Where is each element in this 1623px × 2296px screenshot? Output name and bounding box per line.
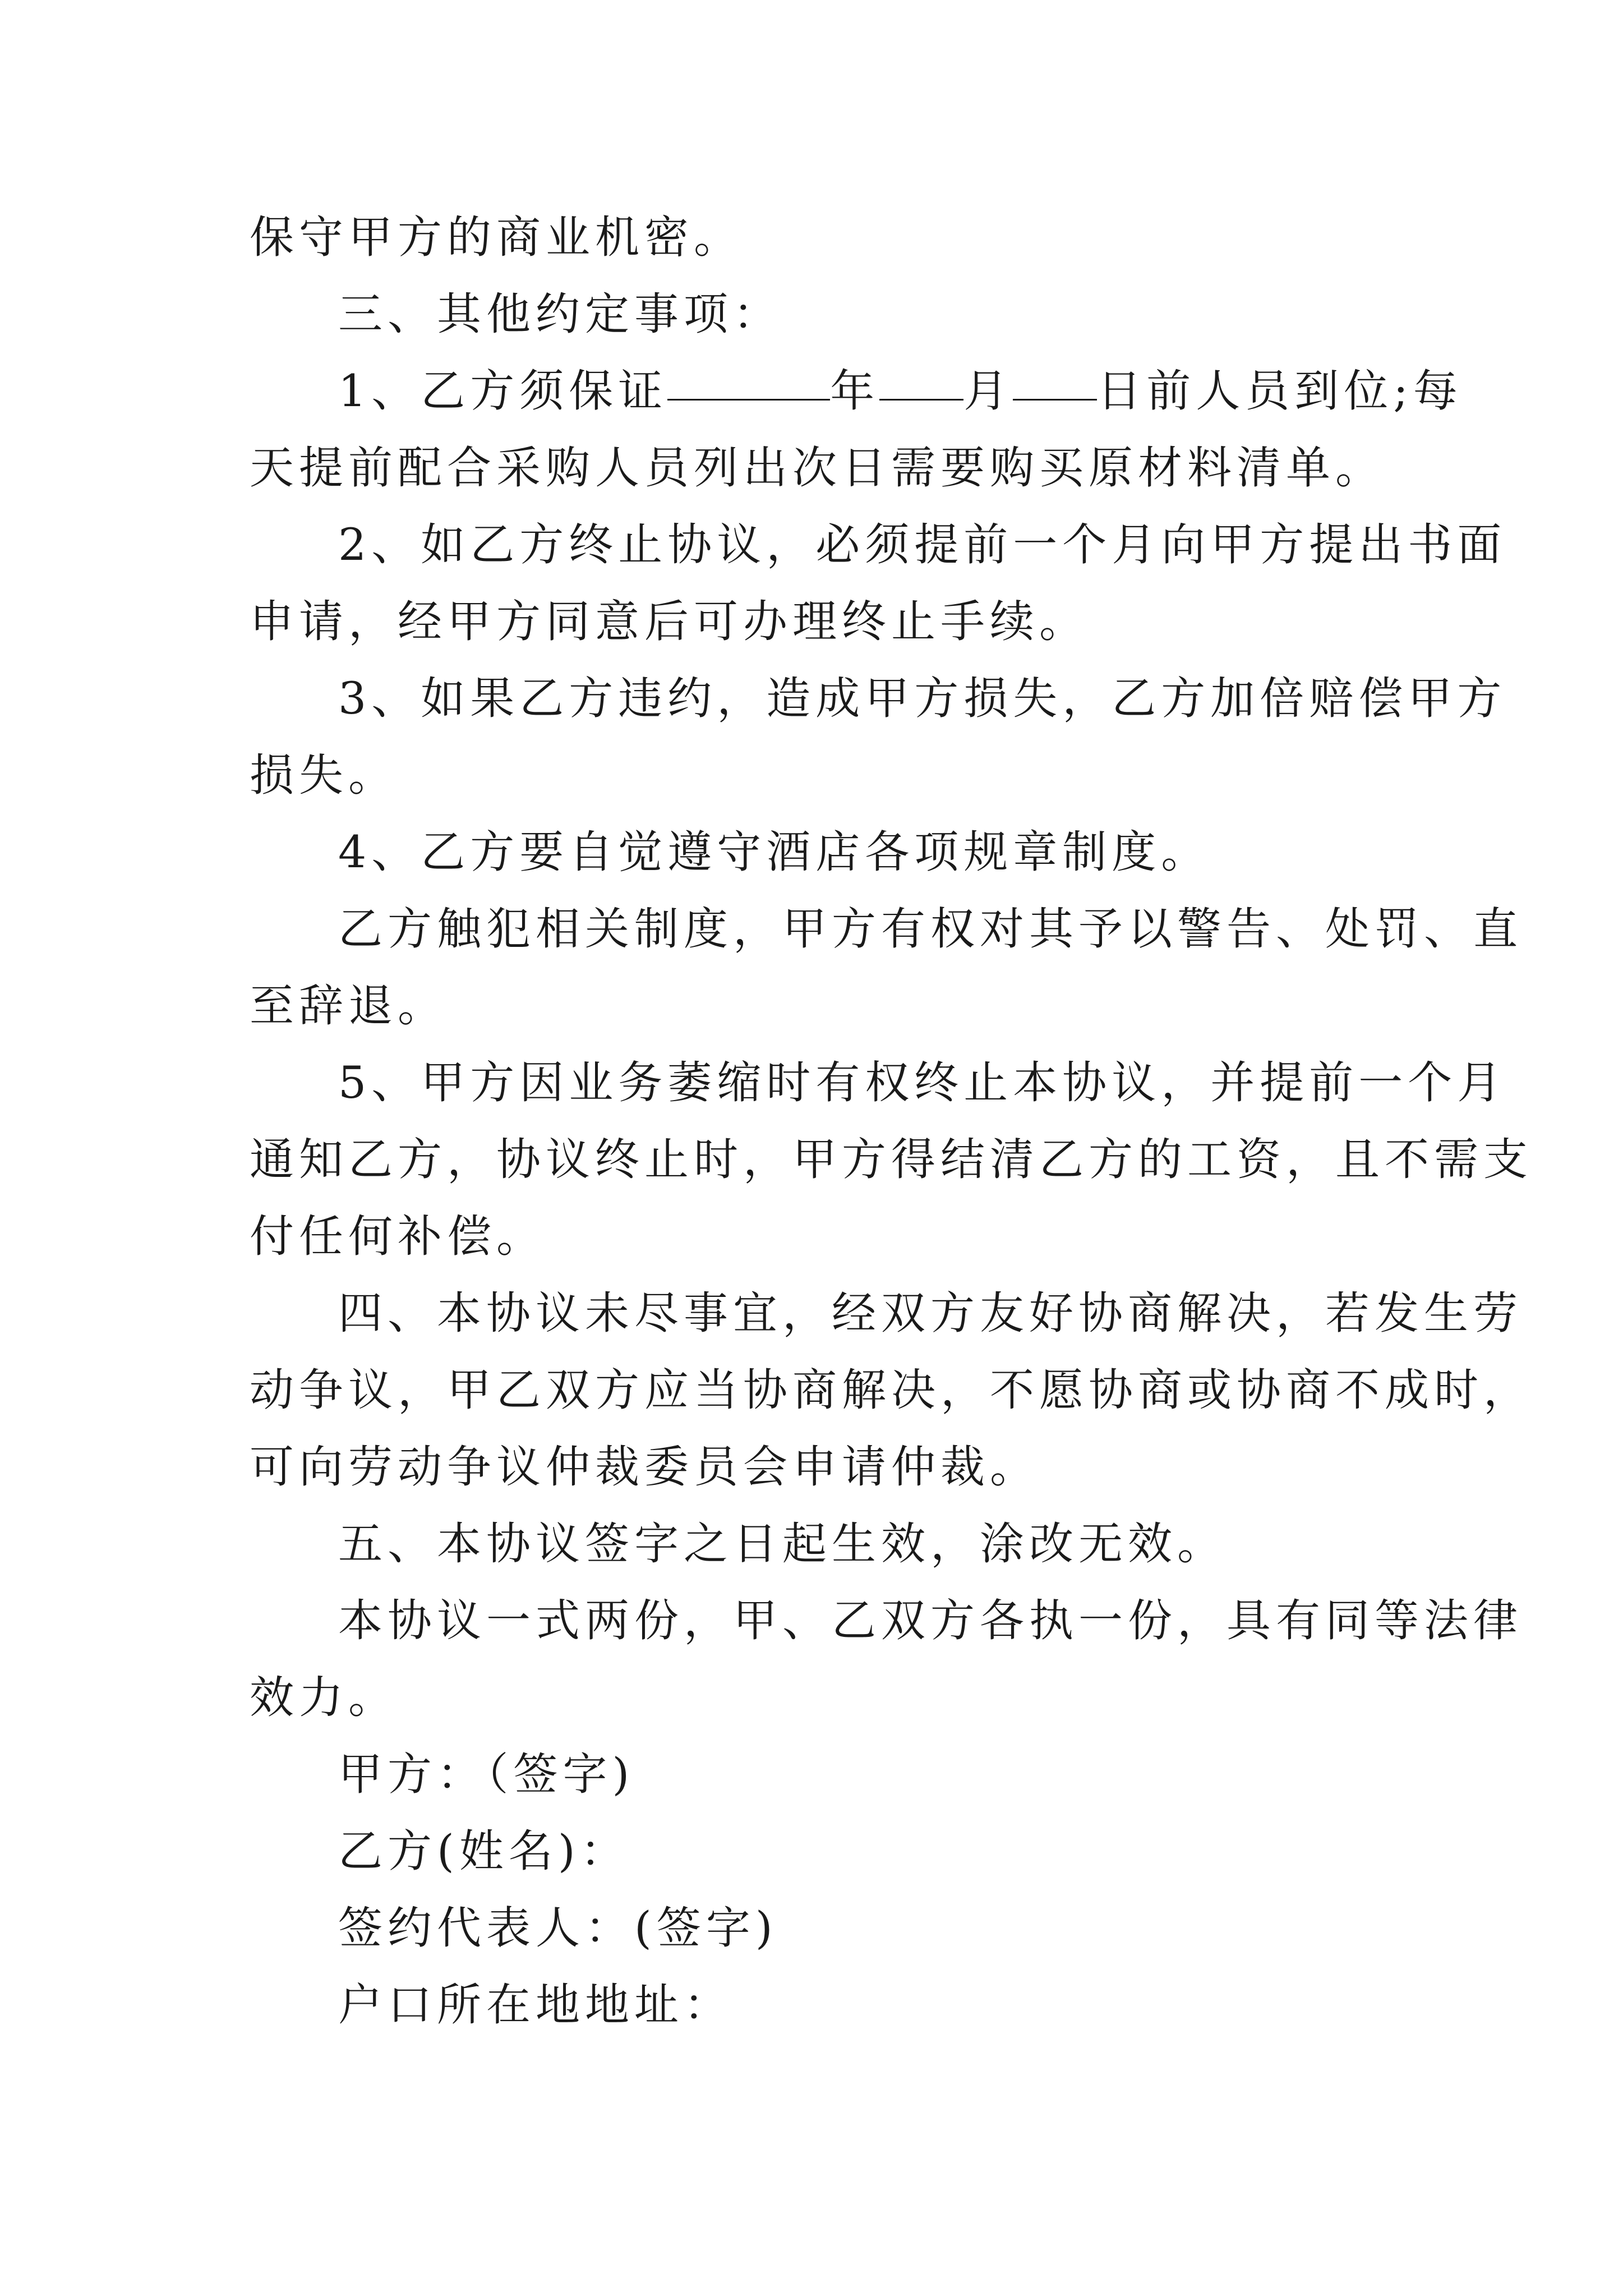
paragraph-line: 5、甲方因业务萎缩时有权终止本协议，并提前一个月: [338, 1057, 1507, 1108]
paragraph-line: 4、乙方要自觉遵守酒店各项规章制度。: [338, 826, 1211, 878]
month-label: 月: [963, 365, 1013, 417]
paragraph-line: 至辞退。: [250, 980, 447, 1032]
paragraph-line: 保守甲方的商业机密。: [250, 211, 743, 263]
paragraph-line: 损失。: [250, 749, 398, 801]
paragraph-line: 效力。: [250, 1672, 398, 1723]
paragraph-line: 2、如乙方终止协议，必须提前一个月向甲方提出书面: [338, 519, 1507, 570]
paragraph-line: 本协议一式两份，甲、乙双方各执一份，具有同等法律: [338, 1595, 1523, 1646]
year-blank: [667, 353, 830, 401]
paragraph-line: 可向劳动争议仲裁委员会申请仲裁。: [250, 1441, 1039, 1493]
paragraph-line: 通知乙方，协议终止时，甲方得结清乙方的工资，且不需支: [250, 1134, 1533, 1185]
signature-party-b: 乙方(姓名)：: [338, 1825, 630, 1877]
paragraph-line: 申请，经甲方同意后可办理终止手续。: [250, 596, 1089, 647]
signature-representative: 签约代表人：(签字): [338, 1902, 778, 1954]
paragraph-line: 乙方触犯相关制度，甲方有权对其予以警告、处罚、直: [338, 903, 1523, 955]
clause-text: 1、乙方须保证: [338, 365, 668, 417]
paragraph-line: 动争议，甲乙双方应当协商解决，不愿协商或协商不成时，: [250, 1364, 1533, 1416]
paragraph-line: 付任何补偿。: [250, 1211, 546, 1262]
document-body: [250, 199, 1533, 2044]
household-address-field: 户口所在地地址：: [338, 1979, 733, 2031]
day-blank: [1013, 353, 1097, 401]
month-blank: [879, 353, 963, 401]
signature-party-a: 甲方：（签字): [338, 1749, 635, 1800]
paragraph-line: 四、本协议未尽事宜，经双方友好协商解决，若发生劳: [338, 1287, 1523, 1339]
paragraph-line: 五、本协议签字之日起生效，涂改无效。: [338, 1518, 1227, 1570]
clause-text-continued: 日前人员到位;每: [1097, 365, 1463, 417]
paragraph-line: 3、如果乙方违约，造成甲方损失，乙方加倍赔偿甲方: [338, 673, 1507, 724]
paragraph-line-with-date-blanks: [250, 353, 1463, 430]
section-heading: 三、其他约定事项：: [338, 288, 782, 340]
paragraph-line: 天提前配合采购人员列出次日需要购买原材料清单。: [250, 442, 1385, 494]
year-label: 年: [830, 365, 880, 417]
